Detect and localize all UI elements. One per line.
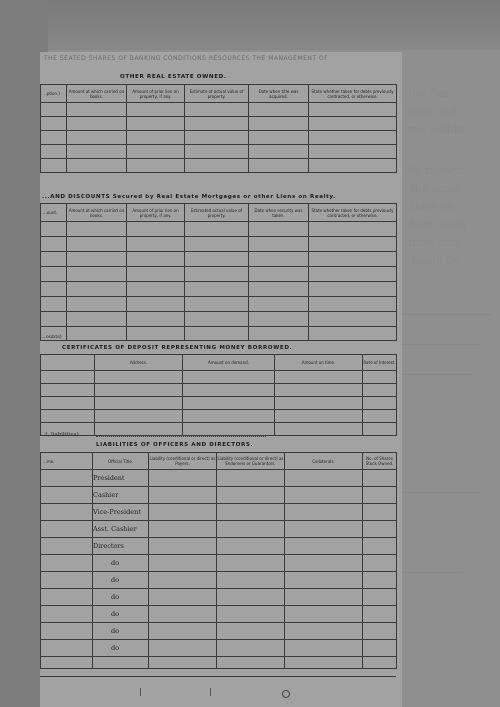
deposits-title: CERTIFICATES OF DEPOSIT REPRESENTING MONEY BORROWED. — [62, 345, 293, 351]
header-cell: Estimate of actual value of property. — [185, 85, 249, 103]
header-cell: ...me. — [41, 453, 93, 470]
real-estate-title: OTHER REAL ESTATE OWNED. — [120, 74, 227, 80]
bleed-through-header: THE SEATED SHARES OF BANKING CONDITIONS RESOURCES THE MANAGEMENT OF — [44, 55, 329, 62]
officer-title: Directors — [93, 538, 149, 555]
ghost-word: the Cur- — [408, 87, 454, 100]
header-cell: State whether taken for debts previously contracted, or otherwise. — [309, 85, 397, 103]
header-cell: Amount of prior lien on property, if any. — [127, 204, 185, 222]
header-cell: Liability (conditional or direct) as Endorsers or Guarantors. — [217, 453, 285, 470]
header-cell: Rate of Interest. — [363, 355, 397, 371]
real-estate-table — [40, 84, 397, 173]
officer-title: do — [93, 606, 149, 623]
header-cell — [41, 355, 95, 371]
officer-title: Cashier — [93, 487, 149, 504]
officer-title: do — [93, 589, 149, 606]
ghost-word: trust com- — [408, 236, 466, 249]
header-cell: Amount at which carried on books. — [67, 204, 127, 222]
officer-title: Vice-President — [93, 504, 149, 521]
header-cell: Collaterals. — [285, 453, 363, 470]
deposits-footer-label: ...t, liabilities) — [40, 432, 79, 438]
deposits-table — [40, 354, 397, 436]
header-cell: Address. — [95, 355, 183, 371]
punch-hole — [282, 690, 290, 698]
total-label: ...ounts) — [41, 327, 67, 341]
header-cell: Amount of prior lien on property, if any. — [127, 85, 185, 103]
officers-table — [40, 452, 397, 669]
header-cell: Amount on time. — [275, 355, 363, 371]
ghost-word: the same — [410, 182, 461, 195]
ghost-text-column — [402, 52, 500, 707]
ghost-word: ere, within — [404, 123, 465, 136]
header-cell: ...ount. — [41, 204, 67, 222]
officers-title: LIABILITIES OF OFFICERS AND DIRECTORS. — [96, 442, 254, 448]
header-cell: Official Title. — [93, 453, 149, 470]
officer-title: do — [93, 572, 149, 589]
header-cell: State whether taken for debts previously contracted, or otherwise. — [309, 204, 397, 222]
header-cell: Amount on demand. — [183, 355, 275, 371]
ghost-word: their au- — [410, 200, 458, 213]
header-cell: ...ption.) — [41, 85, 67, 103]
scan-border-top — [0, 0, 500, 50]
loans-table — [40, 203, 397, 341]
officer-title: President — [93, 470, 149, 487]
loans-title: ...AND DISCOUNTS Secured by Real Estate Mortgages or other Liens on Realty. — [42, 194, 336, 200]
officer-title: do — [93, 640, 149, 657]
officer-title: Asst. Cashier — [93, 521, 149, 538]
ghost-word: from such — [410, 218, 466, 231]
header-cell: Date when security was taken. — [249, 204, 309, 222]
header-cell: No. of Shares Stock Owned. — [363, 453, 397, 470]
officer-title: do — [93, 623, 149, 640]
header-cell: Date when title was acquired. — [249, 85, 309, 103]
header-cell: Amount at which carried on books. — [67, 85, 127, 103]
header-cell: Estimated actual value of property. — [185, 204, 249, 222]
header-cell: Liability (conditional or direct) as Payers. — [149, 453, 217, 470]
ghost-word: bank and — [406, 105, 458, 118]
ghost-word: made by — [412, 254, 460, 267]
officer-title: do — [93, 555, 149, 572]
ghost-word: We reports — [404, 164, 466, 177]
